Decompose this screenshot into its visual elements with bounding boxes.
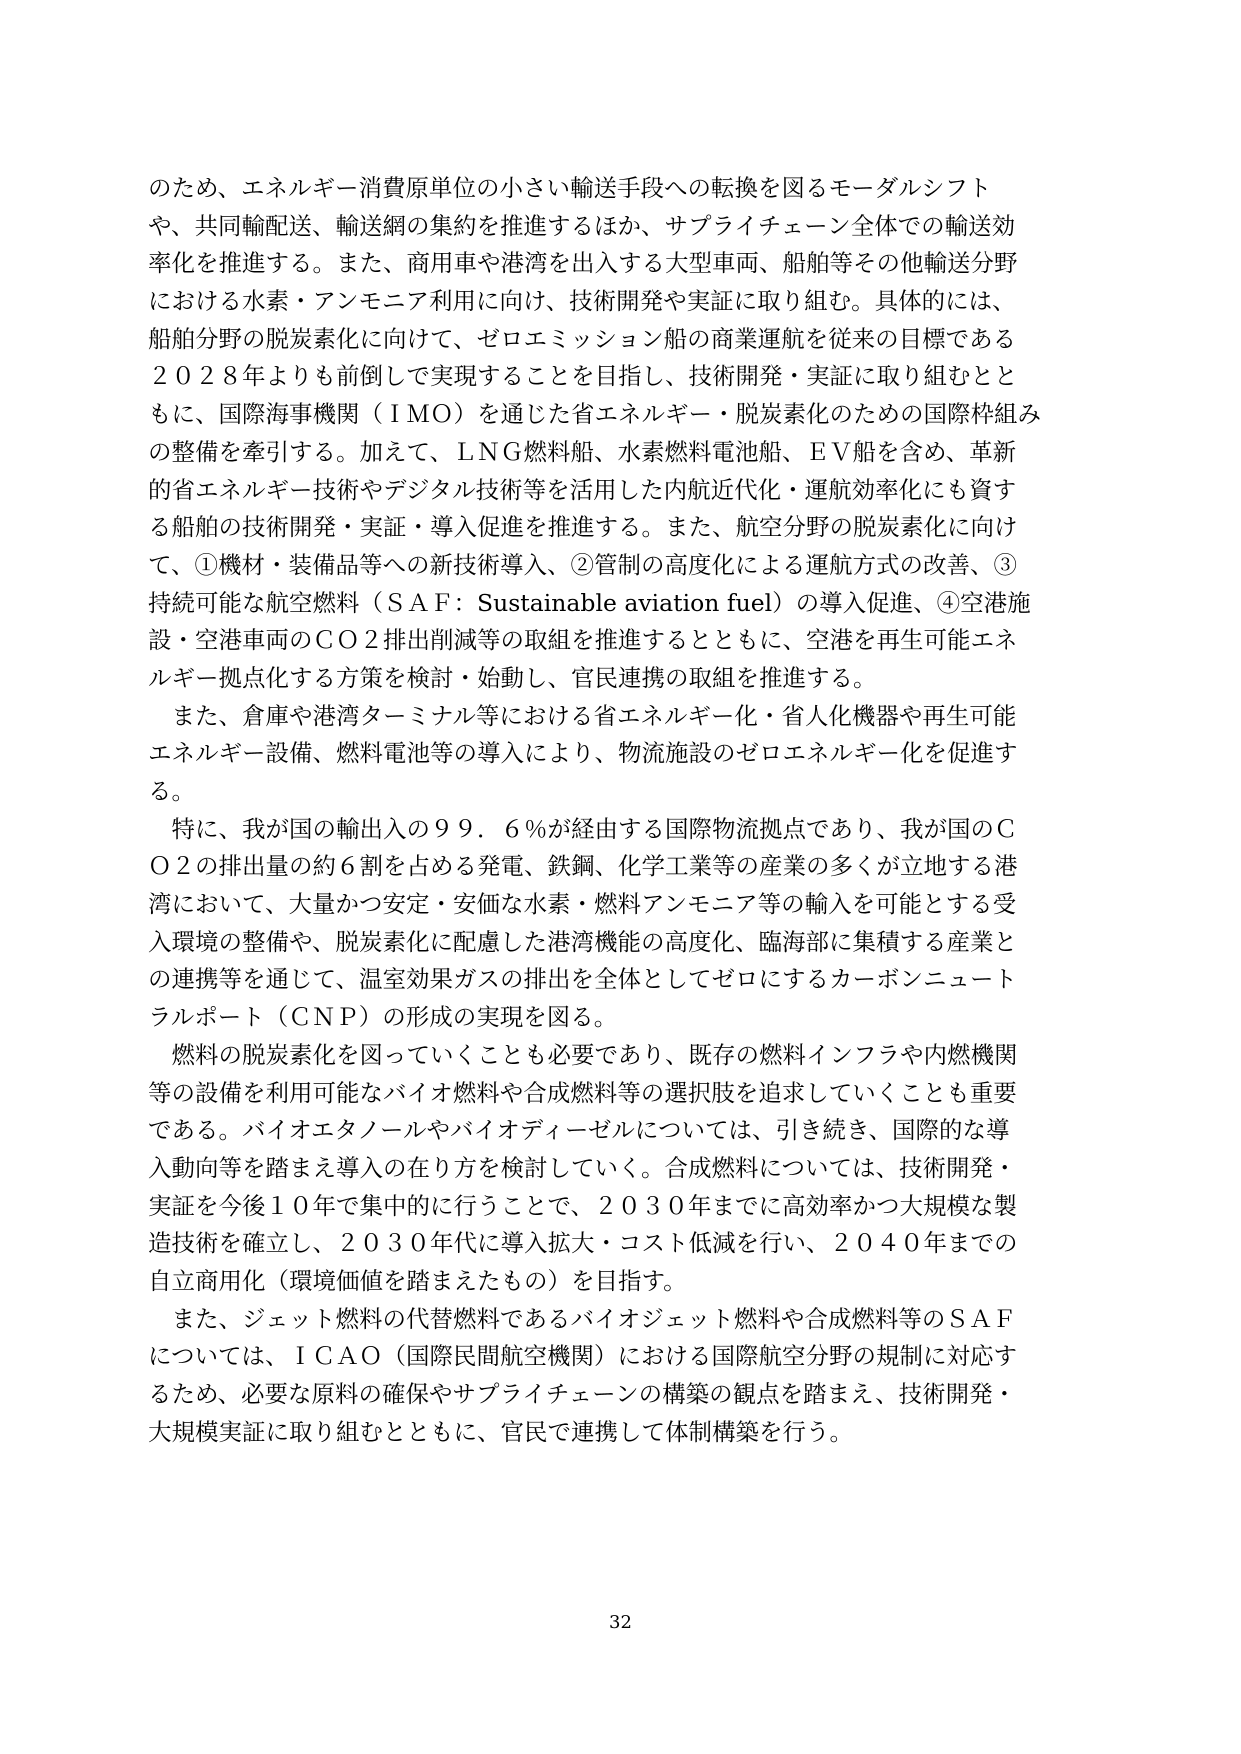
text-line: における水素・アンモニア利用に向け、技術開発や実証に取り組む。具体的には、 xyxy=(148,287,1016,316)
text-line: て、①機材・装備品等への新技術導入、②管制の高度化による運航方式の改善、③ xyxy=(148,550,1018,579)
text-line: 実証を今後１０年で集中的に行うことで、２０３０年までに高効率かつ大規模な製 xyxy=(148,1191,1018,1220)
text-line: 的省エネルギー技術やデジタル技術等を活用した内航近代化・運航効率化にも資す xyxy=(148,475,1017,504)
text-line: の整備を牽引する。加えて、ＬＮＧ燃料船、水素燃料電池船、ＥＶ船を含め、革新 xyxy=(148,437,1017,466)
text-line: る。 xyxy=(148,777,195,805)
text-line: 湾において、大量かつ安定・安価な水素・燃料アンモニア等の輸入を可能とする受 xyxy=(148,890,1017,919)
text-line: 入環境の整備や、脱炭素化に配慮した港湾機能の高度化、臨海部に集積する産業と xyxy=(148,927,1018,956)
text-line: 等の設備を利用可能なバイオ燃料や合成燃料等の選択肢を追求していくことも重要 xyxy=(148,1078,1017,1107)
text-line: ラルポート（ＣＮＰ）の形成の実現を図る。 xyxy=(148,1003,618,1032)
text-line: 率化を推進する。また、商用車や港湾を出入する大型車両、船舶等その他輸送分野 xyxy=(148,249,1018,278)
text-line: また、ジェット燃料の代替燃料であるバイオジェット燃料や合成燃料等のＳＡＦ xyxy=(148,1304,1016,1333)
text-line: ２０２８年よりも前倒しで実現することを目指し、技術開発・実証に取り組むとと xyxy=(148,362,1018,391)
text-line: 大規模実証に取り組むとともに、官民で連携して体制構築を行う。 xyxy=(148,1417,853,1446)
text-line: 船舶分野の脱炭素化に向けて、ゼロエミッション船の商業運航を従来の目標である xyxy=(148,324,1017,353)
text-line: るため、必要な原料の確保やサプライチェーンの構築の観点を踏まえ、技術開発・ xyxy=(148,1380,1017,1408)
text-line: 自立商用化（環境価値を踏まえたもの）を目指す。 xyxy=(148,1266,687,1295)
text-line: 特に、我が国の輸出入の９９．６％が経由する国際物流拠点であり、我が国のＣ xyxy=(148,814,1018,843)
text-line: 燃料の脱炭素化を図っていくことも必要であり、既存の燃料インフラや内燃機関 xyxy=(148,1040,1018,1069)
text-line: 入動向等を踏まえ導入の在り方を検討していく。合成燃料については、技術開発・ xyxy=(148,1153,1017,1182)
text-line: 造技術を確立し、２０３０年代に導入拡大・コスト低減を行い、２０４０年までの xyxy=(148,1229,1018,1258)
document-body xyxy=(148,170,1100,1451)
text-line: もに、国際海事機関（ＩＭＯ）を通じた省エネルギー・脱炭素化のための国際枠組み xyxy=(148,400,1041,429)
text-line: である。バイオエタノールやバイオディーゼルについては、引き続き、国際的な導 xyxy=(148,1116,1010,1145)
text-line: エネルギー設備、燃料電池等の導入により、物流施設のゼロエネルギー化を促進す xyxy=(148,739,1018,768)
text-line: については、ＩＣＡＯ（国際民間航空機関）における国際航空分野の規制に対応す xyxy=(148,1342,1018,1371)
text-line: のため、エネルギー消費原単位の小さい輸送手段への転換を図るモーダルシフト xyxy=(148,174,992,202)
text-line: や、共同輸配送、輸送網の集約を推進するほか、サプライチェーン全体での輸送効 xyxy=(148,211,1016,240)
text-line: ルギー拠点化する方策を検討・始動し、官民連携の取組を推進する。 xyxy=(148,663,877,692)
page-number: 32 xyxy=(609,1612,632,1633)
text-line: Ｏ２の排出量の約６割を占める発電、鉄鋼、化学工業等の産業の多くが立地する港 xyxy=(148,852,1018,881)
text-line: また、倉庫や港湾ターミナル等における省エネルギー化・省人化機器や再生可能 xyxy=(148,701,1017,730)
text-line: の連携等を通じて、温室効果ガスの排出を全体としてゼロにするカーボンニュート xyxy=(148,965,1018,994)
text-line: る船舶の技術開発・実証・導入促進を推進する。また、航空分野の脱炭素化に向け xyxy=(148,513,1018,542)
text-line: 設・空港車両のＣＯ２排出削減等の取組を推進するとともに、空港を再生可能エネ xyxy=(148,626,1018,655)
text-line: 持続可能な航空燃料（ＳＡＦ：Sustainable aviation fuel）の導入促進、④空港施 xyxy=(148,588,1031,617)
